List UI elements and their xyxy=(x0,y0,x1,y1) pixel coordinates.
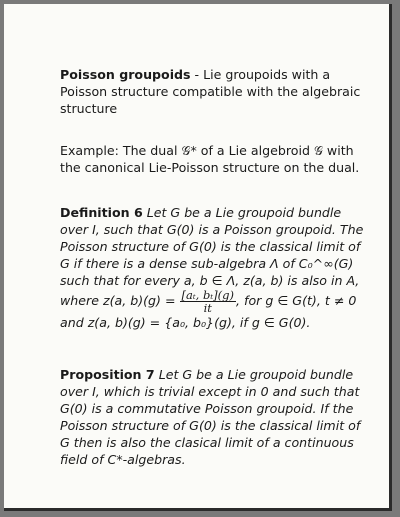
definition-text-part2: , for g ∈ G(t), t ≠ 0 and z(a, b)(g) = {a₀, b₀}(g), if g ∈ G(0). xyxy=(60,293,357,330)
poisson-groupoids-heading: Poisson groupoids xyxy=(60,67,191,82)
example-text: Example: The dual 𝒢* of a Lie algebroid 𝒢 with the canonical Lie-Poisson structure on the dual. xyxy=(60,143,360,175)
commutator-fraction xyxy=(180,289,237,314)
proposition-paragraph xyxy=(60,366,372,468)
definition-label: Definition 6 xyxy=(60,205,143,220)
fraction-numerator: [aₜ, bₜ](g) xyxy=(181,288,235,302)
document-page xyxy=(4,4,392,511)
definition-text-part1: Let G be a Lie groupoid bundle over I, such that G(0) is a Poisson groupoid. The Poisson structure of G(0) is the classical limit of G if there is a dense sub-algebra Λ of C₀^∞(G) such that for every a, b ∈ Λ, z(a, b) is also in A, where z(a, b)(g) = xyxy=(60,205,364,308)
proposition-text: Let G be a Lie groupoid bundle over I, which is trivial except in 0 and such that G(0) is a commutative Poisson groupoid. If the Poisson structure of G(0) is the classical limit of G then is also the clasical limit of a continuous field of C*-algebras. xyxy=(60,367,361,467)
fraction-denominator: it xyxy=(203,301,212,315)
example-paragraph xyxy=(60,142,372,176)
proposition-label: Proposition 7 xyxy=(60,367,155,382)
definition-paragraph xyxy=(60,204,372,331)
poisson-groupoids-paragraph xyxy=(60,66,372,117)
poisson-groupoids-text: - Lie groupoids with a Poisson structure compatible with the algebraic structure xyxy=(60,67,361,116)
